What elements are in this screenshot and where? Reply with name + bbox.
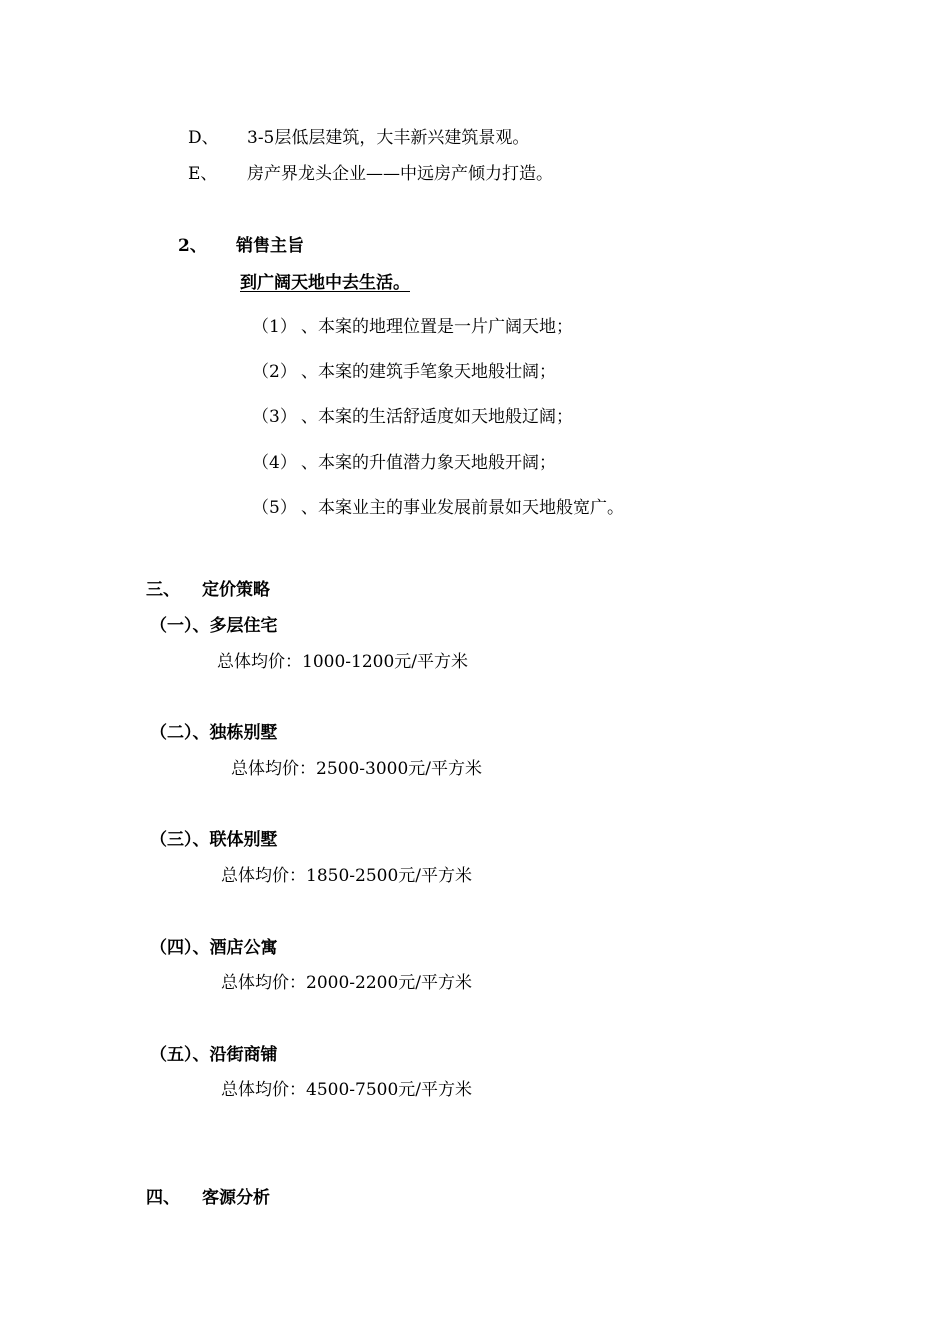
sales-section-title: 销售主旨 bbox=[236, 236, 304, 256]
pricing-section-title: 定价策略 bbox=[202, 580, 270, 600]
sales-point-marker-1: （1） bbox=[252, 317, 297, 337]
list-marker-d: D、 bbox=[188, 128, 219, 148]
sales-point-marker-4: （4） bbox=[252, 453, 297, 473]
pricing-item-price-3: 总体均价：1850-2500元/平方米 bbox=[221, 866, 472, 886]
sales-slogan: 到广阔天地中去生活。 bbox=[240, 273, 410, 293]
sales-point-marker-2: （2） bbox=[252, 362, 297, 382]
pricing-item-price-1: 总体均价：1000-1200元/平方米 bbox=[217, 652, 468, 672]
pricing-item-heading-3: （三）、联体别墅 bbox=[150, 830, 278, 850]
sales-point-text-5: 、本案业主的事业发展前景如天地般宽广。 bbox=[301, 498, 624, 518]
pricing-item-price-5: 总体均价：4500-7500元/平方米 bbox=[221, 1080, 472, 1100]
customer-section-title: 客源分析 bbox=[202, 1188, 270, 1208]
list-item-e-text: 房产界龙头企业——中远房产倾力打造。 bbox=[247, 164, 553, 184]
customer-section-number: 四、 bbox=[146, 1188, 180, 1208]
pricing-item-heading-5: （五）、沿街商铺 bbox=[150, 1045, 278, 1065]
sales-point-marker-3: （3） bbox=[252, 407, 297, 427]
sales-point-text-1: 、本案的地理位置是一片广阔天地； bbox=[301, 317, 573, 337]
pricing-item-heading-4: （四）、酒店公寓 bbox=[150, 938, 278, 958]
sales-point-text-3: 、本案的生活舒适度如天地般辽阔； bbox=[301, 407, 573, 427]
pricing-section-number: 三、 bbox=[146, 580, 180, 600]
sales-point-text-4: 、本案的升值潜力象天地般开阔； bbox=[301, 453, 556, 473]
pricing-item-heading-1: （一）、多层住宅 bbox=[150, 616, 278, 636]
sales-point-marker-5: （5） bbox=[252, 498, 297, 518]
list-marker-e: E、 bbox=[188, 164, 218, 184]
sales-point-text-2: 、本案的建筑手笔象天地般壮阔； bbox=[301, 362, 556, 382]
pricing-item-heading-2: （二）、独栋别墅 bbox=[150, 723, 278, 743]
pricing-item-price-4: 总体均价：2000-2200元/平方米 bbox=[221, 973, 472, 993]
list-item-d-text: 3-5层低层建筑，大丰新兴建筑景观。 bbox=[247, 128, 530, 148]
sales-section-number: 2、 bbox=[178, 236, 207, 256]
pricing-item-price-2: 总体均价：2500-3000元/平方米 bbox=[231, 759, 482, 779]
